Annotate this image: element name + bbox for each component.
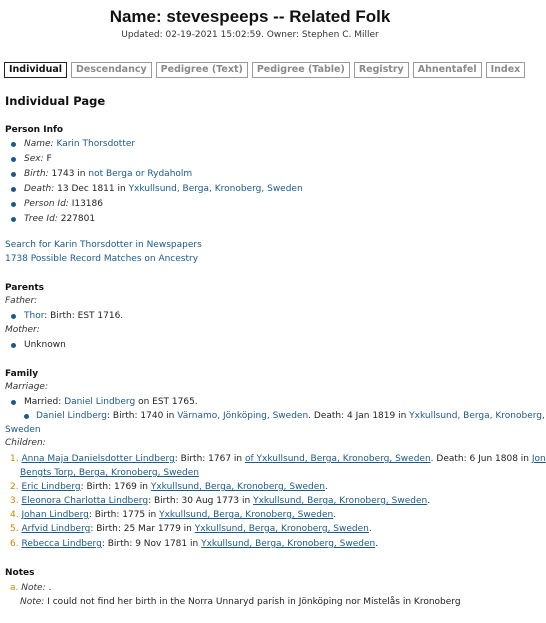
person-id: I13186 <box>71 199 103 209</box>
newspapers-search-link[interactable]: Search for Karin Thorsdotter in Newspapers <box>5 240 202 250</box>
person-birth-row: Birth: 1743 in not Berga or Rydaholm <box>24 169 193 179</box>
spouse-birth-place-link[interactable]: Värnamo, Jönköping, Sweden <box>177 411 309 421</box>
child-row: 6. Rebecca Lindberg: Birth: 9 Nov 1781 in Yxkullsund, Berga, Kronoberg, Sweden. <box>10 539 379 549</box>
spouse-detail-link[interactable]: Daniel Lindberg <box>36 411 107 421</box>
child-place-link[interactable]: Yxkullsund, Berga, Kronoberg, Sweden <box>253 496 428 506</box>
child-name-link[interactable]: Eleonora Charlotta Lindberg <box>21 496 149 506</box>
death-place-link[interactable]: Yxkullsund, Berga, Kronoberg, Sweden <box>128 184 303 194</box>
bullet-icon <box>11 343 16 348</box>
father-row: Thor: Birth: EST 1716. <box>24 311 124 321</box>
family-heading: Family <box>5 369 39 379</box>
tab-pedigree-text[interactable]: Pedigree (Text) <box>156 62 248 78</box>
note-row: a. Note: . <box>10 583 52 593</box>
notes-heading: Notes <box>5 568 35 578</box>
tab-pedigree-table[interactable]: Pedigree (Table) <box>252 62 350 78</box>
marriage-label: Marriage: <box>5 382 48 392</box>
bullet-icon <box>11 172 16 177</box>
bullet-icon <box>11 157 16 162</box>
child-row: 3. Eleonora Charlotta Lindberg: Birth: 30 Aug 1773 in Yxkullsund, Berga, Kronoberg, Sweden. <box>10 496 431 506</box>
person-sex: F <box>46 154 52 164</box>
bullet-icon <box>11 217 16 222</box>
father-link[interactable]: Thor <box>24 311 45 321</box>
child-name-link[interactable]: Eric Lindberg <box>21 482 81 492</box>
person-name-row: Name: Karin Thorsdotter <box>24 139 136 149</box>
spouse-death-place-link-cont[interactable]: Sweden <box>5 425 41 435</box>
page-subtitle: Updated: 02-19-2021 15:02:59. Owner: Stephen C. Miller <box>121 30 379 40</box>
person-info-heading: Person Info <box>5 125 64 135</box>
marriage-row: Married: Daniel Lindberg on EST 1765. <box>24 397 198 407</box>
tab-individual[interactable]: Individual <box>4 62 67 78</box>
person-death-row: Death: 13 Dec 1811 in Yxkullsund, Berga, Kronoberg, Sweden <box>24 184 303 194</box>
note-row: Note: I could not find her birth in the Norra Unnaryd parish in Jönköping nor Mistelås in Kronoberg <box>20 597 461 607</box>
ancestry-records-link[interactable]: 1738 Possible Record Matches on Ancestry <box>5 254 199 264</box>
note-text: . <box>48 583 52 593</box>
child-name-link[interactable]: Anna Maja Danielsdotter Lindberg <box>21 454 175 464</box>
child-death-place-link-cont[interactable]: Bengts Torp, Berga, Kronoberg, Sweden <box>20 468 199 478</box>
child-place-link[interactable]: Yxkullsund, Berga, Kronoberg, Sweden <box>201 539 376 549</box>
child-row: 5. Arfvid Lindberg: Birth: 25 Mar 1779 in Yxkullsund, Berga, Kronoberg, Sweden. <box>10 524 372 534</box>
child-row: 1. Anna Maja Danielsdotter Lindberg: Birth: 1767 in of Yxkullsund, Berga, Kronoberg, Sweden. Death: 6 Jun 1808 in Jon <box>10 454 546 464</box>
birth-place-link[interactable]: not Berga or Rydaholm <box>88 169 193 179</box>
tab-registry[interactable]: Registry <box>354 62 409 78</box>
person-sex-row: Sex: F <box>24 154 52 164</box>
bullet-icon <box>11 400 16 405</box>
child-name-link[interactable]: Arfvid Lindberg <box>21 524 91 534</box>
section-heading-individual-page: Individual Page <box>5 94 106 108</box>
nav-tabs <box>4 62 521 80</box>
child-place-link[interactable]: Yxkullsund, Berga, Kronoberg, Sweden <box>159 510 334 520</box>
person-id-row: Person Id: I13186 <box>24 199 103 209</box>
tab-ahnentafel[interactable]: Ahnentafel <box>413 62 482 78</box>
spouse-detail-row: Daniel Lindberg: Birth: 1740 in Värnamo, Jönköping, Sweden. Death: 4 Jan 1819 in Yxkullsund, Berga, Kronoberg, <box>36 411 545 421</box>
tree-id: 227801 <box>60 214 96 224</box>
child-row: 2. Eric Lindberg: Birth: 1769 in Yxkullsund, Berga, Kronoberg, Sweden. <box>10 482 328 492</box>
mother-label: Mother: <box>5 325 40 335</box>
child-name-link[interactable]: Johan Lindberg <box>21 510 89 520</box>
spouse-death-place-link[interactable]: Yxkullsund, Berga, Kronoberg, <box>409 411 545 421</box>
page-title: Name: stevespeeps -- Related Folk <box>109 7 391 26</box>
mother-value: Unknown <box>24 340 66 350</box>
children-label: Children: <box>5 438 46 448</box>
child-row: 4. Johan Lindberg: Birth: 1775 in Yxkullsund, Berga, Kronoberg, Sweden. <box>10 510 337 520</box>
child-name-link[interactable]: Rebecca Lindberg <box>21 539 102 549</box>
bullet-icon <box>24 414 29 419</box>
child-place-link[interactable]: Yxkullsund, Berga, Kronoberg, Sweden <box>194 524 369 534</box>
bullet-icon <box>11 314 16 319</box>
father-label: Father: <box>5 296 38 306</box>
bullet-icon <box>11 187 16 192</box>
tab-index[interactable]: Index <box>486 62 526 78</box>
bullet-icon <box>11 202 16 207</box>
child-place-link[interactable]: Yxkullsund, Berga, Kronoberg, Sweden <box>150 482 325 492</box>
child-death-place-link[interactable]: Jon <box>531 454 546 464</box>
bullet-icon <box>11 142 16 147</box>
child-place-link[interactable]: of Yxkullsund, Berga, Kronoberg, Sweden <box>245 454 431 464</box>
tree-id-row: Tree Id: 227801 <box>24 214 96 224</box>
tab-descendancy[interactable]: Descendancy <box>71 62 152 78</box>
note-text: I could not find her birth in the Norra Unnaryd parish in Jönköping nor Mistelås in Kronoberg <box>47 597 461 607</box>
person-name-link[interactable]: Karin Thorsdotter <box>56 139 136 149</box>
parents-heading: Parents <box>5 283 45 293</box>
spouse-link[interactable]: Daniel Lindberg <box>64 397 136 407</box>
